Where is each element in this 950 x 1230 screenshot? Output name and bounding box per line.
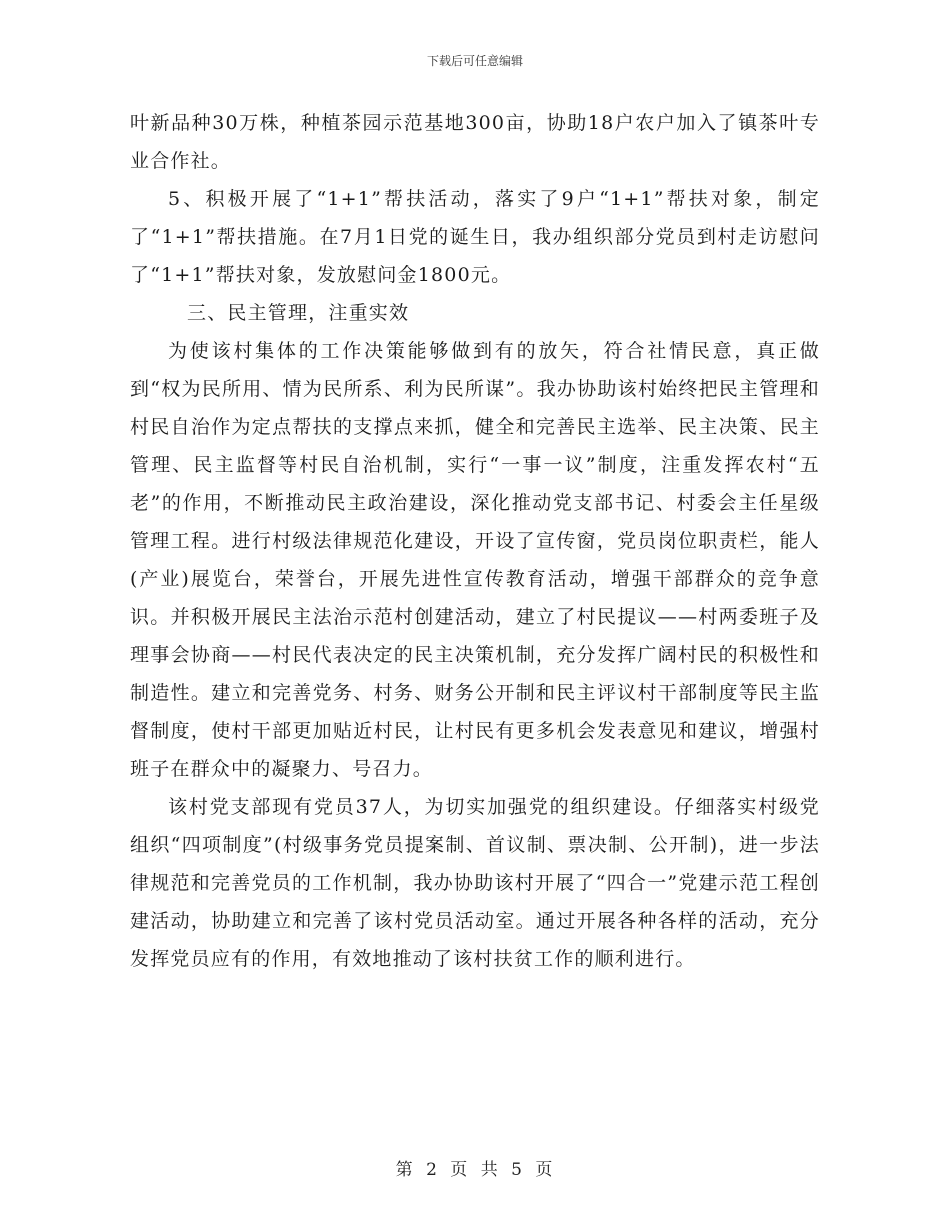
section-heading: 三、民主管理，注重实效 xyxy=(187,302,410,324)
footer-total-pages: 5 xyxy=(511,1160,524,1180)
footer-current-page: 2 xyxy=(426,1160,439,1180)
paragraph-democratic-management: 为使该村集体的工作决策能够做到有的放矢，符合社情民意，真正做到“权为民所用、情为民所系、利为民所谋”。我办协助该村始终把民主管理和村民自治作为定点帮扶的支撑点来抓，健全和完善民主选举、民主决策、民主管理、民主监督等村民自治机制，实行“一事一议”制度，注重发挥农村“五老”的作用，不断推动民主政治建设，深化推动党支部书记、村委会主任星级管理工程。进行村级法律规范化建设，开设了宣传窗，党员岗位职责栏，能人(产业)展览台，荣誉台，开展先进性宣传教育活动，增强干部群众的竞争意识。并积极开展民主法治示范村创建活动，建立了村民提议——村两委班子及理事会协商——村民代表决定的民主决策机制，充分发挥广阔村民的积极性和制造性。建立和完善党务、村务、财务公开制和民主评议村干部制度等民主监督制度，使村干部更加贴近村民，让村民有更多机会发表意见和建议，增强村班子在群众中的凝聚力、号召力。 xyxy=(130,340,820,780)
paragraph-party-branch: 该村党支部现有党员37人，为切实加强党的组织建设。仔细落实村级党组织“四项制度”(村级事务党员提案制、首议制、票决制、公开制)，进一步法律规范和完善党员的工作机制，我办协助该村开展了“四合一”党建示范工程创建活动，协助建立和完善了该村党员活动室。通过开展各种各样的活动，充分发挥党员应有的作用，有效地推动了该村扶贫工作的顺利进行。 xyxy=(130,796,820,970)
footer-prefix: 第 xyxy=(395,1160,415,1180)
footer-total-word: 共 xyxy=(480,1160,500,1180)
paragraph-continuation: 叶新品种30万株，种植茶园示范基地300亩，协助18户农户加入了镇茶叶专业合作社。 xyxy=(130,112,820,172)
paragraph-item-5: 5、积极开展了“1+1”帮扶活动，落实了9户“1+1”帮扶对象，制定了“1+1”帮扶措施。在7月1日党的诞生日，我办组织部分党员到村走访慰问了“1+1”帮扶对象，发放慰问金1800元。 xyxy=(130,188,820,286)
footer-page-word: 页 xyxy=(450,1160,470,1180)
footer-suffix: 页 xyxy=(535,1160,555,1180)
page-header: 下载后可任意编辑 xyxy=(426,54,523,68)
page-footer xyxy=(0,1155,950,1180)
document-body xyxy=(130,104,820,978)
